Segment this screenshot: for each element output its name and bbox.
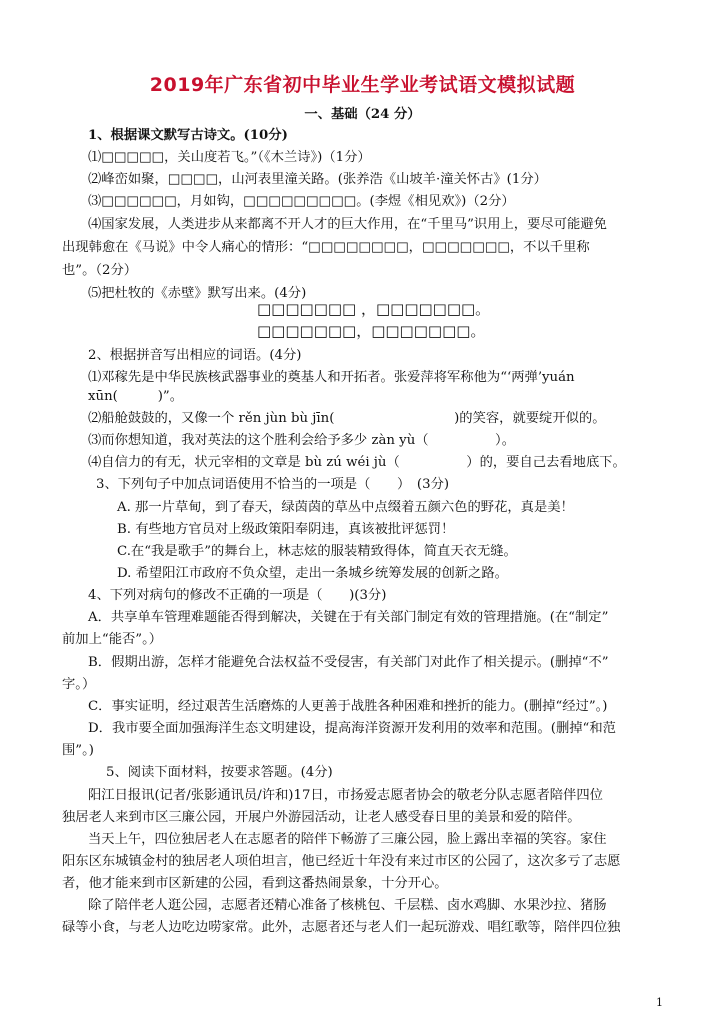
q5-line: 碌等小食，与老人边吃边唠家常。此外，志愿者还与老人们一起玩游戏、唱红歌等，陪伴四位独: [62, 920, 621, 935]
q4-line: B．假期出游，怎样才能避免合法权益不受侵害，有关部门对此作了相关提示。(删掉“不”: [88, 655, 609, 670]
poem-line: □□□□□□□ ，□□□□□□□。: [257, 300, 491, 318]
q1-item: ⑵峰峦如聚，□□□□，山河表里潼关路。(张养浩《山坡羊·潼关怀古》(1分）: [88, 172, 547, 187]
q5-line: 阳江日报讯(记者/张影通讯员/许和)17日，市扬爱志愿者协会的敬老分队志愿者陪伴四位: [88, 788, 603, 803]
q1-item: ⑶□□□□□□，月如钩，□□□□□□□□□。(李煜《相见欢》)（2分）: [88, 194, 515, 209]
q5-line: 者，他才能来到市区新建的公园，看到这番热闹景象，十分开心。: [62, 876, 448, 891]
q3-option: C.在“我是歌手”的舞台上，林志炫的服装精致得体，简直天衣无缝。: [117, 544, 517, 559]
q1-item: ⑷国家发展，人类进步从来都离不开人才的巨大作用，在“千里马”识用上，要尽可能避免: [88, 217, 607, 232]
q2-heading: 2、根据拼音写出相应的词语。(4分): [88, 348, 302, 363]
q2-item: xūn( )”。: [88, 389, 183, 404]
q1-item: ⑴□□□□□，关山度若飞。”（《木兰诗》)（1分）: [88, 150, 371, 165]
q4-heading: 4、下列对病句的修改不正确的一项是（ )(3分): [88, 588, 387, 603]
q2-item: ⑴邓稼先是中华民族核武器事业的奠基人和开拓者。张爱萍将军称他为“‘两弹’yuán: [88, 370, 575, 385]
q5-line: 当天上午，四位独居老人在志愿者的陪伴下畅游了三廉公园，脸上露出幸福的笑容。家住: [88, 832, 607, 847]
q3-option: B. 有些地方官员对上级政策阳奉阴违，真该被批评惩罚！: [117, 522, 455, 537]
q4-line: 字。）: [62, 677, 96, 692]
q4-line: D．我市要全面加强海洋生态文明建设，提高海洋资源开发利用的效率和范围。(删掉“和范: [88, 721, 616, 736]
q4-line: A．共享单车管理难题能否得到解决，关键在于有关部门制定有效的管理措施。(在“制定”: [88, 610, 609, 625]
q2-item: ⑵船舱鼓鼓的，又像一个 rěn jùn bù jīn( )的笑容，就要绽开似的。: [88, 411, 606, 426]
q1-item: 也”。（2分）: [62, 263, 138, 278]
q5-line: 阳东区东城镇金村的独居老人项伯坦言，他已经近十年没有来过市区的公园了，这次多亏了志愿: [62, 854, 621, 869]
q2-item: ⑷自信力的有无，状元宰相的文章是 bù zú wéi jù（ ）的，要自己去看地底下。: [88, 455, 626, 470]
q1-heading: 1、根据课文默写古诗文。(10分): [88, 128, 288, 143]
q3-heading: 3、下列句子中加点词语使用不恰当的一项是（ ） (3分): [96, 477, 450, 492]
q5-line: 独居老人来到市区三廉公园，开展户外游园活动，让老人感受春日里的美景和爱的陪伴。: [62, 810, 581, 825]
q5-heading: 5、阅读下面材料，按要求答题。(4分): [106, 765, 333, 780]
exam-title: 2019年广东省初中毕业生学业考试语文模拟试题: [149, 74, 576, 96]
q4-line: C．事实证明，经过艰苦生活磨炼的人更善于战胜各种困难和挫折的能力。(删掉“经过”。): [88, 699, 608, 714]
section-heading: 一、基础（24 分）: [304, 107, 421, 122]
q4-line: 前加上“能否”。）: [62, 632, 163, 647]
q5-line: 除了陪伴老人逛公园，志愿者还精心准备了核桃包、千层糕、卤水鸡脚、水果沙拉、猪肠: [88, 898, 607, 913]
page-number: 1: [656, 996, 663, 1009]
q2-item: ⑶而你想知道，我对英法的这个胜利会给予多少 zàn yù（ ）。: [88, 433, 515, 448]
q1-item: ⑸把杜牧的《赤壁》默写出来。(4分): [88, 286, 307, 301]
q3-option: A. 那一片草甸，到了春天，绿茵茵的草丛中点缀着五颜六色的野花，真是美！: [117, 500, 574, 515]
q1-item: 出现韩愈在《马说》中令人痛心的情形：“□□□□□□□□，□□□□□□□，不以千里称: [62, 240, 590, 255]
q4-line: 围”。): [62, 743, 94, 758]
poem-line: □□□□□□□，□□□□□□□。: [257, 322, 486, 340]
q3-option: D. 希望阳江市政府不负众望，走出一条城乡统筹发展的创新之路。: [117, 566, 508, 581]
